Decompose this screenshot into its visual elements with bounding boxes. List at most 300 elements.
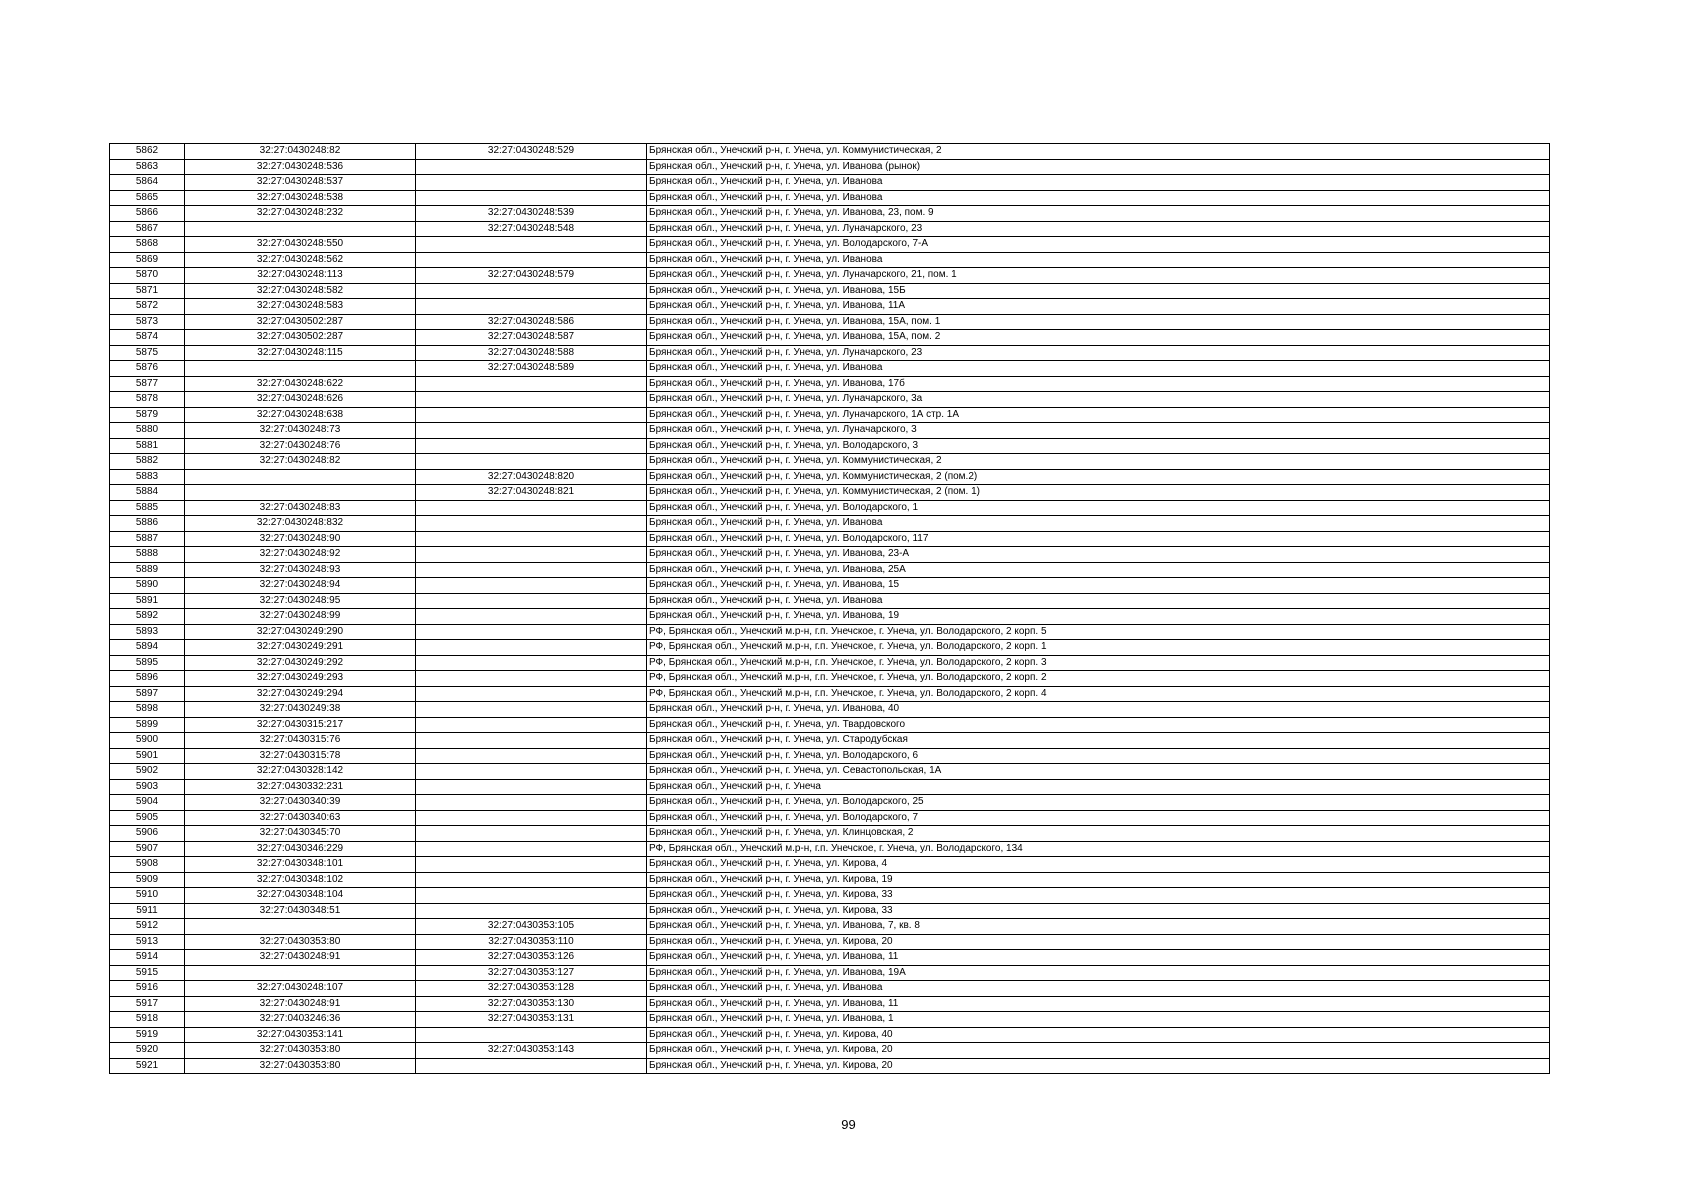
row-number-cell: 5913 bbox=[110, 934, 185, 950]
table-row bbox=[110, 655, 1550, 671]
address-cell: Брянская обл., Унечский р-н, г. Унеча, ул. Иванова bbox=[647, 981, 1550, 997]
table-row bbox=[110, 345, 1550, 361]
row-number-cell: 5863 bbox=[110, 159, 185, 175]
row-number-cell: 5878 bbox=[110, 392, 185, 408]
table-row bbox=[110, 686, 1550, 702]
cadastral-number-cell: 32:27:0430248:638 bbox=[185, 407, 416, 423]
cadastral-number-cell: 32:27:0430348:51 bbox=[185, 903, 416, 919]
object-number-cell bbox=[416, 609, 647, 625]
page-number: 99 bbox=[841, 1117, 856, 1132]
address-cell: Брянская обл., Унечский р-н, г. Унеча bbox=[647, 779, 1550, 795]
address-cell: Брянская обл., Унечский р-н, г. Унеча, ул. Коммунистическая, 2 (пом.2) bbox=[647, 469, 1550, 485]
table-row bbox=[110, 702, 1550, 718]
object-number-cell bbox=[416, 655, 647, 671]
table-row bbox=[110, 795, 1550, 811]
cadastral-number-cell bbox=[185, 485, 416, 501]
table-row bbox=[110, 547, 1550, 563]
address-cell: Брянская обл., Унечский р-н, г. Унеча, ул. Иванова, 11А bbox=[647, 299, 1550, 315]
row-number-cell: 5893 bbox=[110, 624, 185, 640]
row-number-cell: 5905 bbox=[110, 810, 185, 826]
cadastral-number-cell: 32:27:0430353:80 bbox=[185, 934, 416, 950]
table-row bbox=[110, 578, 1550, 594]
address-cell: Брянская обл., Унечский р-н, г. Унеча, ул. Коммунистическая, 2 bbox=[647, 144, 1550, 160]
address-cell: Брянская обл., Унечский р-н, г. Унеча, ул. Иванова bbox=[647, 516, 1550, 532]
address-cell: Брянская обл., Унечский р-н, г. Унеча, ул. Володарского, 6 bbox=[647, 748, 1550, 764]
row-number-cell: 5909 bbox=[110, 872, 185, 888]
object-number-cell bbox=[416, 810, 647, 826]
address-cell: Брянская обл., Унечский р-н, г. Унеча, ул. Иванова bbox=[647, 190, 1550, 206]
object-number-cell bbox=[416, 795, 647, 811]
cadastral-number-cell: 32:27:0430248:76 bbox=[185, 438, 416, 454]
cadastral-number-cell: 32:27:0430353:80 bbox=[185, 1058, 416, 1074]
cadastral-number-cell: 32:27:0430248:538 bbox=[185, 190, 416, 206]
row-number-cell: 5917 bbox=[110, 996, 185, 1012]
row-number-cell: 5916 bbox=[110, 981, 185, 997]
table-row bbox=[110, 593, 1550, 609]
row-number-cell: 5898 bbox=[110, 702, 185, 718]
address-cell: Брянская обл., Унечский р-н, г. Унеча, ул. Коммунистическая, 2 bbox=[647, 454, 1550, 470]
table-row bbox=[110, 531, 1550, 547]
row-number-cell: 5887 bbox=[110, 531, 185, 547]
object-number-cell bbox=[416, 190, 647, 206]
address-cell: Брянская обл., Унечский р-н, г. Унеча, ул. Стародубская bbox=[647, 733, 1550, 749]
address-cell: Брянская обл., Унечский р-н, г. Унеча, ул. Луначарского, 23 bbox=[647, 345, 1550, 361]
object-number-cell bbox=[416, 733, 647, 749]
address-cell: Брянская обл., Унечский р-н, г. Унеча, ул. Иванова, 19 bbox=[647, 609, 1550, 625]
address-cell: Брянская обл., Унечский р-н, г. Унеча, ул. Луначарского, 3 bbox=[647, 423, 1550, 439]
cadastral-number-cell: 32:27:0430328:142 bbox=[185, 764, 416, 780]
cadastral-number-cell: 32:27:0430248:583 bbox=[185, 299, 416, 315]
address-cell: РФ, Брянская обл., Унечский м.р-н, г.п. Унечское, г. Унеча, ул. Володарского, 2 корп. 5 bbox=[647, 624, 1550, 640]
cadastral-number-cell: 32:27:0430248:92 bbox=[185, 547, 416, 563]
object-number-cell bbox=[416, 376, 647, 392]
address-cell: Брянская обл., Унечский р-н, г. Унеча, ул. Иванова, 40 bbox=[647, 702, 1550, 718]
cadastral-number-cell bbox=[185, 919, 416, 935]
cadastral-number-cell bbox=[185, 361, 416, 377]
object-number-cell bbox=[416, 872, 647, 888]
object-number-cell: 32:27:0430248:579 bbox=[416, 268, 647, 284]
address-cell: Брянская обл., Унечский р-н, г. Унеча, ул. Иванова (рынок) bbox=[647, 159, 1550, 175]
object-number-cell: 32:27:0430353:110 bbox=[416, 934, 647, 950]
cadastral-number-cell: 32:27:0430248:99 bbox=[185, 609, 416, 625]
cadastral-number-cell: 32:27:0430340:63 bbox=[185, 810, 416, 826]
object-number-cell: 32:27:0430248:587 bbox=[416, 330, 647, 346]
cadastral-number-cell: 32:27:0430346:229 bbox=[185, 841, 416, 857]
address-cell: РФ, Брянская обл., Унечский м.р-н, г.п. Унечское, г. Унеча, ул. Володарского, 2 корп. 1 bbox=[647, 640, 1550, 656]
cadastral-number-cell: 32:27:0430248:550 bbox=[185, 237, 416, 253]
table-row bbox=[110, 857, 1550, 873]
table-row bbox=[110, 934, 1550, 950]
cadastral-number-cell: 32:27:0430248:91 bbox=[185, 950, 416, 966]
cadastral-number-cell: 32:27:0430248:582 bbox=[185, 283, 416, 299]
address-cell: Брянская обл., Унечский р-н, г. Унеча, ул. Володарского, 3 bbox=[647, 438, 1550, 454]
row-number-cell: 5902 bbox=[110, 764, 185, 780]
row-number-cell: 5871 bbox=[110, 283, 185, 299]
object-number-cell bbox=[416, 826, 647, 842]
table-row bbox=[110, 748, 1550, 764]
object-number-cell: 32:27:0430248:548 bbox=[416, 221, 647, 237]
object-number-cell bbox=[416, 764, 647, 780]
cadastral-number-cell: 32:27:0430248:626 bbox=[185, 392, 416, 408]
row-number-cell: 5894 bbox=[110, 640, 185, 656]
object-number-cell bbox=[416, 593, 647, 609]
cadastral-number-cell: 32:27:0430348:102 bbox=[185, 872, 416, 888]
row-number-cell: 5912 bbox=[110, 919, 185, 935]
table-row bbox=[110, 841, 1550, 857]
row-number-cell: 5914 bbox=[110, 950, 185, 966]
row-number-cell: 5911 bbox=[110, 903, 185, 919]
row-number-cell: 5920 bbox=[110, 1043, 185, 1059]
row-number-cell: 5888 bbox=[110, 547, 185, 563]
object-number-cell: 32:27:0430248:529 bbox=[416, 144, 647, 160]
table-row bbox=[110, 438, 1550, 454]
object-number-cell bbox=[416, 702, 647, 718]
address-cell: Брянская обл., Унечский р-н, г. Унеча, ул. Иванова bbox=[647, 361, 1550, 377]
cadastral-number-cell: 32:27:0430315:76 bbox=[185, 733, 416, 749]
object-number-cell: 32:27:0430353:131 bbox=[416, 1012, 647, 1028]
object-number-cell bbox=[416, 159, 647, 175]
row-number-cell: 5885 bbox=[110, 500, 185, 516]
table-row bbox=[110, 1012, 1550, 1028]
object-number-cell: 32:27:0430353:128 bbox=[416, 981, 647, 997]
cadastral-number-cell: 32:27:0430248:232 bbox=[185, 206, 416, 222]
cadastral-number-cell: 32:27:0430248:83 bbox=[185, 500, 416, 516]
table-row bbox=[110, 144, 1550, 160]
address-cell: Брянская обл., Унечский р-н, г. Унеча, ул. Иванова bbox=[647, 175, 1550, 191]
cadastral-number-cell: 32:27:0430248:107 bbox=[185, 981, 416, 997]
object-number-cell bbox=[416, 1058, 647, 1074]
address-cell: Брянская обл., Унечский р-н, г. Унеча, ул. Луначарского, 3а bbox=[647, 392, 1550, 408]
cadastral-number-cell: 32:27:0430248:115 bbox=[185, 345, 416, 361]
object-number-cell: 32:27:0430353:130 bbox=[416, 996, 647, 1012]
address-cell: Брянская обл., Унечский р-н, г. Унеча, ул. Кирова, 33 bbox=[647, 903, 1550, 919]
row-number-cell: 5900 bbox=[110, 733, 185, 749]
address-cell: Брянская обл., Унечский р-н, г. Унеча, ул. Иванова, 19А bbox=[647, 965, 1550, 981]
object-number-cell: 32:27:0430248:820 bbox=[416, 469, 647, 485]
address-cell: Брянская обл., Унечский р-н, г. Унеча, ул. Кирова, 40 bbox=[647, 1027, 1550, 1043]
table-row bbox=[110, 903, 1550, 919]
table-row bbox=[110, 996, 1550, 1012]
table-row bbox=[110, 919, 1550, 935]
row-number-cell: 5891 bbox=[110, 593, 185, 609]
cadastral-number-cell: 32:27:0430249:290 bbox=[185, 624, 416, 640]
object-number-cell bbox=[416, 283, 647, 299]
table-row bbox=[110, 981, 1550, 997]
address-cell: Брянская обл., Унечский р-н, г. Унеча, ул. Луначарского, 23 bbox=[647, 221, 1550, 237]
cadastral-number-cell: 32:27:0430315:217 bbox=[185, 717, 416, 733]
table-row bbox=[110, 159, 1550, 175]
cadastral-number-cell: 32:27:0430248:562 bbox=[185, 252, 416, 268]
object-number-cell bbox=[416, 841, 647, 857]
object-number-cell bbox=[416, 454, 647, 470]
address-cell: Брянская обл., Унечский р-н, г. Унеча, ул. Коммунистическая, 2 (пом. 1) bbox=[647, 485, 1550, 501]
address-cell: Брянская обл., Унечский р-н, г. Унеча, ул. Иванова bbox=[647, 252, 1550, 268]
table-row bbox=[110, 779, 1550, 795]
table-row bbox=[110, 392, 1550, 408]
table-row bbox=[110, 671, 1550, 687]
cadastral-number-cell: 32:27:0430249:293 bbox=[185, 671, 416, 687]
address-cell: Брянская обл., Унечский р-н, г. Унеча, ул. Иванова, 7, кв. 8 bbox=[647, 919, 1550, 935]
object-number-cell bbox=[416, 748, 647, 764]
object-number-cell bbox=[416, 686, 647, 702]
object-number-cell bbox=[416, 438, 647, 454]
cadastral-number-cell: 32:27:0430353:80 bbox=[185, 1043, 416, 1059]
row-number-cell: 5906 bbox=[110, 826, 185, 842]
row-number-cell: 5918 bbox=[110, 1012, 185, 1028]
table-row bbox=[110, 1043, 1550, 1059]
object-number-cell: 32:27:0430353:143 bbox=[416, 1043, 647, 1059]
object-number-cell: 32:27:0430353:105 bbox=[416, 919, 647, 935]
cadastral-number-cell: 32:27:0430348:104 bbox=[185, 888, 416, 904]
row-number-cell: 5899 bbox=[110, 717, 185, 733]
cadastral-number-cell: 32:27:0430248:82 bbox=[185, 454, 416, 470]
object-number-cell bbox=[416, 1027, 647, 1043]
object-number-cell bbox=[416, 624, 647, 640]
address-cell: Брянская обл., Унечский р-н, г. Унеча, ул. Володарского, 117 bbox=[647, 531, 1550, 547]
table-row bbox=[110, 283, 1550, 299]
table-row bbox=[110, 376, 1550, 392]
row-number-cell: 5868 bbox=[110, 237, 185, 253]
object-number-cell bbox=[416, 392, 647, 408]
row-number-cell: 5907 bbox=[110, 841, 185, 857]
row-number-cell: 5875 bbox=[110, 345, 185, 361]
object-number-cell: 32:27:0430248:588 bbox=[416, 345, 647, 361]
address-cell: Брянская обл., Унечский р-н, г. Унеча, ул. Клинцовская, 2 bbox=[647, 826, 1550, 842]
cadastral-number-cell bbox=[185, 965, 416, 981]
address-cell: РФ, Брянская обл., Унечский м.р-н, г.п. Унечское, г. Унеча, ул. Володарского, 134 bbox=[647, 841, 1550, 857]
cadastral-number-cell: 32:27:0430332:231 bbox=[185, 779, 416, 795]
address-cell: Брянская обл., Унечский р-н, г. Унеча, ул. Севастопольская, 1А bbox=[647, 764, 1550, 780]
address-cell: Брянская обл., Унечский р-н, г. Унеча, ул. Иванова, 23, пом. 9 bbox=[647, 206, 1550, 222]
object-number-cell: 32:27:0430248:821 bbox=[416, 485, 647, 501]
table-row bbox=[110, 423, 1550, 439]
object-number-cell bbox=[416, 578, 647, 594]
address-cell: Брянская обл., Унечский р-н, г. Унеча, ул. Иванова, 23-А bbox=[647, 547, 1550, 563]
table-row bbox=[110, 965, 1550, 981]
address-cell: Брянская обл., Унечский р-н, г. Унеча, ул. Иванова bbox=[647, 593, 1550, 609]
address-cell: Брянская обл., Унечский р-н, г. Унеча, ул. Володарского, 7-А bbox=[647, 237, 1550, 253]
row-number-cell: 5870 bbox=[110, 268, 185, 284]
table-row bbox=[110, 252, 1550, 268]
address-cell: Брянская обл., Унечский р-н, г. Унеча, ул. Кирова, 4 bbox=[647, 857, 1550, 873]
row-number-cell: 5897 bbox=[110, 686, 185, 702]
cadastral-number-cell: 32:27:0430248:537 bbox=[185, 175, 416, 191]
row-number-cell: 5883 bbox=[110, 469, 185, 485]
address-cell: Брянская обл., Унечский р-н, г. Унеча, ул. Кирова, 20 bbox=[647, 1058, 1550, 1074]
cadastral-number-cell: 32:27:0430249:294 bbox=[185, 686, 416, 702]
cadastral-number-cell: 32:27:0430249:292 bbox=[185, 655, 416, 671]
object-number-cell bbox=[416, 903, 647, 919]
cadastral-number-cell bbox=[185, 221, 416, 237]
row-number-cell: 5881 bbox=[110, 438, 185, 454]
address-cell: Брянская обл., Унечский р-н, г. Унеча, ул. Иванова, 15А, пом. 2 bbox=[647, 330, 1550, 346]
row-number-cell: 5886 bbox=[110, 516, 185, 532]
object-number-cell bbox=[416, 671, 647, 687]
table-row bbox=[110, 500, 1550, 516]
table-row bbox=[110, 407, 1550, 423]
row-number-cell: 5903 bbox=[110, 779, 185, 795]
row-number-cell: 5908 bbox=[110, 857, 185, 873]
row-number-cell: 5867 bbox=[110, 221, 185, 237]
cadastral-number-cell: 32:27:0430353:141 bbox=[185, 1027, 416, 1043]
row-number-cell: 5921 bbox=[110, 1058, 185, 1074]
table-row bbox=[110, 299, 1550, 315]
object-number-cell bbox=[416, 175, 647, 191]
cadastral-number-cell: 32:27:0430248:536 bbox=[185, 159, 416, 175]
address-cell: Брянская обл., Унечский р-н, г. Унеча, ул. Володарского, 7 bbox=[647, 810, 1550, 826]
object-number-cell bbox=[416, 423, 647, 439]
row-number-cell: 5866 bbox=[110, 206, 185, 222]
table-row bbox=[110, 330, 1550, 346]
address-cell: Брянская обл., Унечский р-н, г. Унеча, ул. Твардовского bbox=[647, 717, 1550, 733]
cadastral-number-cell: 32:27:0430249:38 bbox=[185, 702, 416, 718]
address-cell: РФ, Брянская обл., Унечский м.р-н, г.п. Унечское, г. Унеча, ул. Володарского, 2 корп. 3 bbox=[647, 655, 1550, 671]
object-number-cell bbox=[416, 407, 647, 423]
table-row bbox=[110, 624, 1550, 640]
row-number-cell: 5896 bbox=[110, 671, 185, 687]
cadastral-number-cell: 32:27:0430248:93 bbox=[185, 562, 416, 578]
address-cell: Брянская обл., Унечский р-н, г. Унеча, ул. Луначарского, 21, пом. 1 bbox=[647, 268, 1550, 284]
table-row bbox=[110, 175, 1550, 191]
address-cell: Брянская обл., Унечский р-н, г. Унеча, ул. Кирова, 33 bbox=[647, 888, 1550, 904]
row-number-cell: 5915 bbox=[110, 965, 185, 981]
row-number-cell: 5884 bbox=[110, 485, 185, 501]
table-row bbox=[110, 1058, 1550, 1074]
row-number-cell: 5877 bbox=[110, 376, 185, 392]
address-cell: Брянская обл., Унечский р-н, г. Унеча, ул. Луначарского, 1А стр. 1А bbox=[647, 407, 1550, 423]
object-number-cell bbox=[416, 531, 647, 547]
row-number-cell: 5890 bbox=[110, 578, 185, 594]
row-number-cell: 5879 bbox=[110, 407, 185, 423]
cadastral-number-cell: 32:27:0430248:95 bbox=[185, 593, 416, 609]
table-row bbox=[110, 764, 1550, 780]
address-cell: Брянская обл., Унечский р-н, г. Унеча, ул. Володарского, 25 bbox=[647, 795, 1550, 811]
registry-table bbox=[109, 143, 1550, 1074]
object-number-cell: 32:27:0430248:589 bbox=[416, 361, 647, 377]
cadastral-number-cell: 32:27:0430345:70 bbox=[185, 826, 416, 842]
address-cell: Брянская обл., Унечский р-н, г. Унеча, ул. Иванова, 11 bbox=[647, 996, 1550, 1012]
table-row bbox=[110, 640, 1550, 656]
table-row bbox=[110, 314, 1550, 330]
cadastral-number-cell: 32:27:0430502:287 bbox=[185, 314, 416, 330]
cadastral-number-cell: 32:27:0403246:36 bbox=[185, 1012, 416, 1028]
object-number-cell bbox=[416, 779, 647, 795]
table-row bbox=[110, 221, 1550, 237]
cadastral-number-cell: 32:27:0430249:291 bbox=[185, 640, 416, 656]
object-number-cell bbox=[416, 252, 647, 268]
table-row bbox=[110, 717, 1550, 733]
cadastral-number-cell: 32:27:0430248:90 bbox=[185, 531, 416, 547]
cadastral-number-cell bbox=[185, 469, 416, 485]
address-cell: Брянская обл., Унечский р-н, г. Унеча, ул. Иванова, 15 bbox=[647, 578, 1550, 594]
address-cell: РФ, Брянская обл., Унечский м.р-н, г.п. Унечское, г. Унеча, ул. Володарского, 2 корп. 4 bbox=[647, 686, 1550, 702]
address-cell: Брянская обл., Унечский р-н, г. Унеча, ул. Иванова, 11 bbox=[647, 950, 1550, 966]
object-number-cell: 32:27:0430353:126 bbox=[416, 950, 647, 966]
row-number-cell: 5872 bbox=[110, 299, 185, 315]
object-number-cell: 32:27:0430248:586 bbox=[416, 314, 647, 330]
cadastral-number-cell: 32:27:0430248:91 bbox=[185, 996, 416, 1012]
object-number-cell bbox=[416, 888, 647, 904]
object-number-cell: 32:27:0430353:127 bbox=[416, 965, 647, 981]
table-row bbox=[110, 469, 1550, 485]
table-row bbox=[110, 826, 1550, 842]
row-number-cell: 5901 bbox=[110, 748, 185, 764]
table-row bbox=[110, 237, 1550, 253]
object-number-cell bbox=[416, 547, 647, 563]
address-cell: Брянская обл., Унечский р-н, г. Унеча, ул. Иванова, 15А, пом. 1 bbox=[647, 314, 1550, 330]
cadastral-number-cell: 32:27:0430348:101 bbox=[185, 857, 416, 873]
table-row bbox=[110, 733, 1550, 749]
table-row bbox=[110, 562, 1550, 578]
row-number-cell: 5904 bbox=[110, 795, 185, 811]
row-number-cell: 5862 bbox=[110, 144, 185, 160]
registry-table-body bbox=[110, 144, 1550, 1074]
object-number-cell bbox=[416, 299, 647, 315]
address-cell: Брянская обл., Унечский р-н, г. Унеча, ул. Кирова, 20 bbox=[647, 1043, 1550, 1059]
table-row bbox=[110, 950, 1550, 966]
cadastral-number-cell: 32:27:0430248:622 bbox=[185, 376, 416, 392]
table-row bbox=[110, 206, 1550, 222]
object-number-cell bbox=[416, 640, 647, 656]
row-number-cell: 5874 bbox=[110, 330, 185, 346]
address-cell: Брянская обл., Унечский р-н, г. Унеча, ул. Иванова, 25А bbox=[647, 562, 1550, 578]
address-cell: Брянская обл., Унечский р-н, г. Унеча, ул. Кирова, 20 bbox=[647, 934, 1550, 950]
table-row bbox=[110, 361, 1550, 377]
cadastral-number-cell: 32:27:0430248:832 bbox=[185, 516, 416, 532]
table-row bbox=[110, 454, 1550, 470]
cadastral-number-cell: 32:27:0430248:82 bbox=[185, 144, 416, 160]
row-number-cell: 5869 bbox=[110, 252, 185, 268]
table-row bbox=[110, 268, 1550, 284]
row-number-cell: 5910 bbox=[110, 888, 185, 904]
address-cell: Брянская обл., Унечский р-н, г. Унеча, ул. Володарского, 1 bbox=[647, 500, 1550, 516]
object-number-cell bbox=[416, 857, 647, 873]
row-number-cell: 5880 bbox=[110, 423, 185, 439]
object-number-cell bbox=[416, 516, 647, 532]
cadastral-number-cell: 32:27:0430248:113 bbox=[185, 268, 416, 284]
row-number-cell: 5864 bbox=[110, 175, 185, 191]
table-row bbox=[110, 609, 1550, 625]
address-cell: РФ, Брянская обл., Унечский м.р-н, г.п. Унечское, г. Унеча, ул. Володарского, 2 корп. 2 bbox=[647, 671, 1550, 687]
cadastral-number-cell: 32:27:0430315:78 bbox=[185, 748, 416, 764]
row-number-cell: 5865 bbox=[110, 190, 185, 206]
row-number-cell: 5889 bbox=[110, 562, 185, 578]
row-number-cell: 5882 bbox=[110, 454, 185, 470]
row-number-cell: 5873 bbox=[110, 314, 185, 330]
row-number-cell: 5876 bbox=[110, 361, 185, 377]
row-number-cell: 5919 bbox=[110, 1027, 185, 1043]
table-row bbox=[110, 190, 1550, 206]
object-number-cell bbox=[416, 717, 647, 733]
table-row bbox=[110, 516, 1550, 532]
table-row bbox=[110, 888, 1550, 904]
table-row bbox=[110, 1027, 1550, 1043]
address-cell: Брянская обл., Унечский р-н, г. Унеча, ул. Иванова, 15Б bbox=[647, 283, 1550, 299]
cadastral-number-cell: 32:27:0430248:73 bbox=[185, 423, 416, 439]
address-cell: Брянская обл., Унечский р-н, г. Унеча, ул. Иванова, 17б bbox=[647, 376, 1550, 392]
cadastral-number-cell: 32:27:0430340:39 bbox=[185, 795, 416, 811]
address-cell: Брянская обл., Унечский р-н, г. Унеча, ул. Кирова, 19 bbox=[647, 872, 1550, 888]
object-number-cell: 32:27:0430248:539 bbox=[416, 206, 647, 222]
object-number-cell bbox=[416, 500, 647, 516]
cadastral-number-cell: 32:27:0430248:94 bbox=[185, 578, 416, 594]
table-row bbox=[110, 872, 1550, 888]
cadastral-number-cell: 32:27:0430502:287 bbox=[185, 330, 416, 346]
table-row bbox=[110, 810, 1550, 826]
table-row bbox=[110, 485, 1550, 501]
object-number-cell bbox=[416, 562, 647, 578]
row-number-cell: 5892 bbox=[110, 609, 185, 625]
